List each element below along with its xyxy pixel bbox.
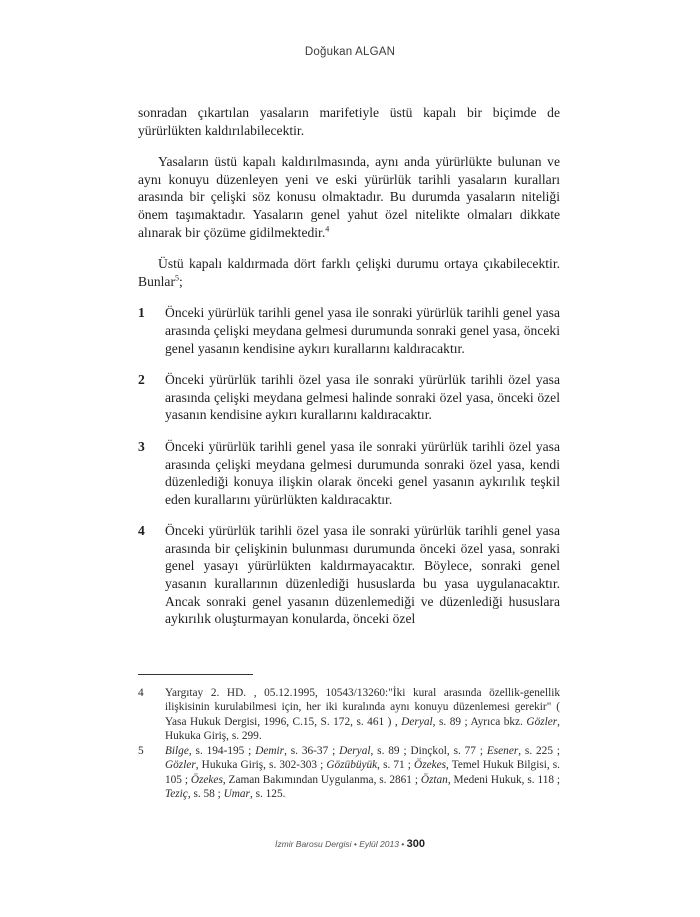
- footnote-5-text-part: , s. 194-195 ;: [188, 745, 256, 758]
- footnote-5-author: Gözler: [165, 759, 196, 772]
- footnote-5-author: Teziç: [165, 788, 188, 801]
- list-item-number: 2: [138, 372, 145, 388]
- footnote-5-author: Özekes: [414, 759, 447, 772]
- footnote-5-author: Özekes: [190, 773, 223, 786]
- list-item: [138, 304, 560, 357]
- list-item-number: 1: [138, 305, 145, 321]
- list-item-text: Önceki yürürlük tarihli genel yasa ile sonraki yürürlük tarihli özel yasa arasında çelişki meydana gelmesi durumunda sonraki özel yasa, kendi düzenlediği konuya ilişkin olarak önceki genel yasanın aykırılık teşkil eden kurallarını yürürlükten kaldıracaktır.: [165, 438, 560, 507]
- footnote-5-text-part: , s. 71 ;: [377, 759, 415, 772]
- footer-journal: İzmir Barosu Dergisi • Eylül 2013 •: [275, 839, 407, 849]
- list-item-text: Önceki yürürlük tarihli özel yasa ile sonraki yürürlük tarihli genel yasa arasında bir çelişkinin bulunması durumunda önceki özel yasa, sonraki genel yasayı yürürlükten kaldırmayacaktır. Böylece, sonraki genel yasanın kurallarının düzenlediği hususlarda bu yasa uygulanacaktır. Ancak sonraki genel yasanın düzenlemediği ve düzenlediği hususlara aykırılık oluşturmayan konularda, önceki özel: [165, 523, 560, 627]
- footnote-4-part-e: , Hukuka Giriş, s. 299.: [165, 715, 560, 742]
- footnote-5-text-part: , s. 89 ; Dinçkol, s. 77 ;: [370, 745, 487, 758]
- footnote-text: [165, 744, 560, 801]
- footnote-number: 4: [138, 687, 144, 699]
- footnote-5-text-part: , Hukuka Giriş, s. 302-303 ;: [195, 759, 327, 772]
- body-text: [138, 104, 560, 642]
- list-item: [138, 438, 560, 508]
- running-header-author: Doğukan ALGAN: [304, 46, 396, 58]
- footnote-5-text-part: , s. 225 ;: [518, 745, 560, 758]
- footnote-5-text-part: , s. 125.: [249, 788, 286, 801]
- footnote-separator: [138, 674, 253, 675]
- footnote-5-author: Demir: [255, 745, 285, 758]
- list-item: [138, 522, 560, 628]
- paragraph-2: [138, 153, 560, 241]
- footnotes: [138, 686, 560, 802]
- footnote-5-text-part: , Medeni Hukuk, s. 118 ;: [447, 773, 560, 786]
- page-footer: [0, 838, 700, 850]
- footnote-5-author: Esener: [486, 745, 519, 758]
- paragraph-3-text: Üstü kapalı kaldırmada dört farklı çelişki durumu ortaya çıkabilecektir. Bunlar: [138, 256, 560, 289]
- paragraph-1: sonradan çıkartılan yasaların marifetiyle üstü kapalı bir biçimde de yürürlükten kaldırılabilecektir.: [138, 105, 560, 138]
- footnote-5-author: Deryal: [339, 745, 371, 758]
- footnote-text: [165, 686, 560, 743]
- footnote-5-author: Umar: [223, 788, 250, 801]
- footnote-ref-5[interactable]: 5: [175, 273, 179, 283]
- paragraph-3-end: ;: [179, 273, 183, 289]
- footnote-5-text-part: , s. 36-37 ;: [284, 745, 340, 758]
- footnote-ref-4[interactable]: 4: [325, 224, 330, 234]
- list-item-number: 4: [138, 523, 145, 539]
- footnote-5-text-part: , s. 58 ;: [187, 788, 224, 801]
- footnote-5-author: Öztan: [420, 773, 448, 786]
- page-number: 300: [406, 838, 425, 850]
- list-item: [138, 371, 560, 424]
- footnote-4-author-deryal: Deryal: [401, 715, 433, 728]
- footnote-4-author-gozler: Gözler: [526, 715, 558, 728]
- list-item-text: Önceki yürürlük tarihli özel yasa ile sonraki yürürlük tarihli özel yasa arasında çelişki meydana gelmesi halinde sonraki özel yasa, önceki özel yasanın kendisine aykırı kurallarını kaldıracaktır.: [165, 372, 560, 423]
- footnote-5: [138, 744, 560, 801]
- numbered-list: [138, 304, 560, 628]
- footnote-5-text-part: , Zaman Bakımından Uygulanma, s. 2861 ;: [222, 773, 421, 786]
- footnote-number: 5: [138, 745, 144, 758]
- footnote-5-author: Bilge: [165, 745, 189, 758]
- footnote-4-part-c: , s. 89 ; Ayrıca bkz.: [432, 715, 527, 728]
- footnote-4: [138, 686, 560, 743]
- footnote-5-text-part: , Temel Hukuk Bilgisi, s. 105 ;: [165, 759, 561, 786]
- paragraph-2-text: Yasaların üstü kapalı kaldırılmasında, aynı anda yürürlükte bulunan ve aynı konuyu düzenleyen yeni ve eski yürürlük tarihli yasaların kuralları arasında bir çelişki söz konusu olmaktadır. Bu durumda yasaların niteliği önem taşımaktadır. Yasaların genel yahut özel nitelikte olmaları dikkate alınarak bir çözüme gidilmektedir.: [138, 154, 560, 240]
- footnote-5-author: Gözübüyük: [326, 759, 378, 772]
- paragraph-3: [138, 255, 560, 290]
- footnote-4-part-a: Yargıtay 2. HD. , 05.12.1995, 10543/13260:"İki kural arasında özellik-genellik ilişkisinin kurulabilmesi için, her iki kuralında aynı konuyu düzenlemesi gerekir" ( Yasa Hukuk Dergisi, 1996, C.15, S. 172, s. 461 ) ,: [165, 687, 560, 728]
- list-item-text: Önceki yürürlük tarihli genel yasa ile sonraki yürürlük tarihli genel yasa arasında çelişki meydana gelmesi durumunda sonraki genel yasa, önceki genel yasanın kendisine aykırı kurallarını kaldıracaktır.: [165, 305, 560, 356]
- list-item-number: 3: [138, 438, 145, 454]
